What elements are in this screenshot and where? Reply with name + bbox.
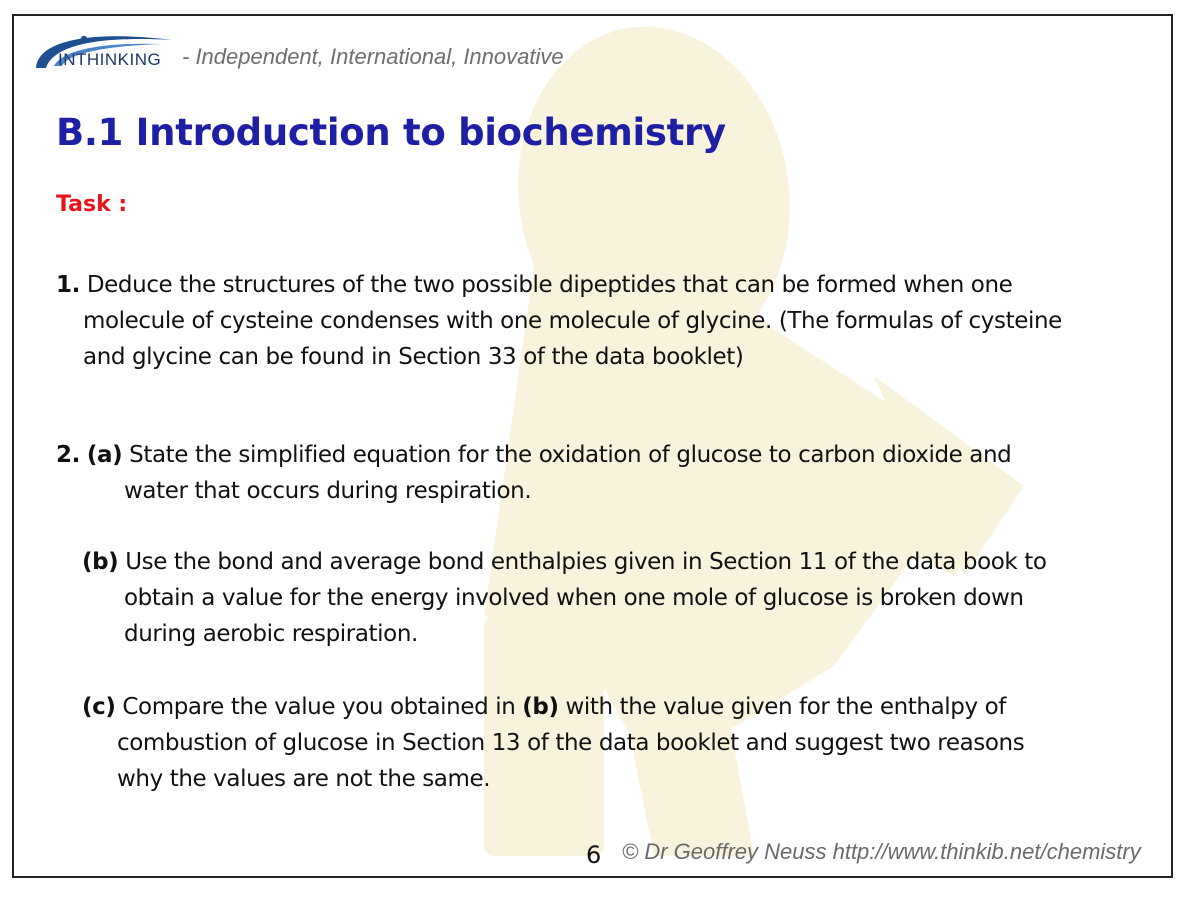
question-number: 2. xyxy=(56,442,80,468)
question-part: (b) xyxy=(82,549,119,575)
question-text-line: combustion of glucose in Section 13 of the data booklet and suggest two reasons xyxy=(117,730,1025,756)
question-text-line: water that occurs during respiration. xyxy=(124,478,532,504)
logo-text: INTHINKING xyxy=(58,50,162,69)
question-text-line: Deduce the structures of the two possible dipeptides that can be formed when one xyxy=(86,272,1013,298)
question-text-line: Use the bond and average bond enthalpies given in Section 11 of the data book to xyxy=(125,549,1047,575)
question-number: 1. xyxy=(56,272,80,298)
question-text-line: Compare the value you obtained in xyxy=(122,694,516,720)
page-title: B.1 Introduction to biochemistry xyxy=(56,111,726,154)
question-part: (a) xyxy=(86,442,123,468)
slide xyxy=(12,14,1173,878)
question-text-line: during aerobic respiration. xyxy=(124,621,418,647)
question-text-line: why the values are not the same. xyxy=(117,766,491,792)
task-label: Task : xyxy=(56,192,128,217)
tagline: - Independent, International, Innovative xyxy=(182,44,564,69)
question-text-line: with the value given for the enthalpy of xyxy=(565,694,1006,720)
question-part: (c) xyxy=(82,694,116,720)
page-number: 6 xyxy=(586,841,602,869)
question-text-line: and glycine can be found in Section 33 of the data booklet) xyxy=(83,344,744,370)
question-text-line: molecule of cysteine condenses with one molecule of glycine. (The formulas of cysteine xyxy=(83,308,1062,334)
copyright-link: © Dr Geoffrey Neuss http://www.thinkib.net/chemistry xyxy=(622,839,1141,864)
question-text-line: obtain a value for the energy involved when one mole of glucose is broken down xyxy=(124,585,1024,611)
question-reference: (b) xyxy=(522,694,559,720)
question-text-line: State the simplified equation for the oxidation of glucose to carbon dioxide and xyxy=(129,442,1012,468)
